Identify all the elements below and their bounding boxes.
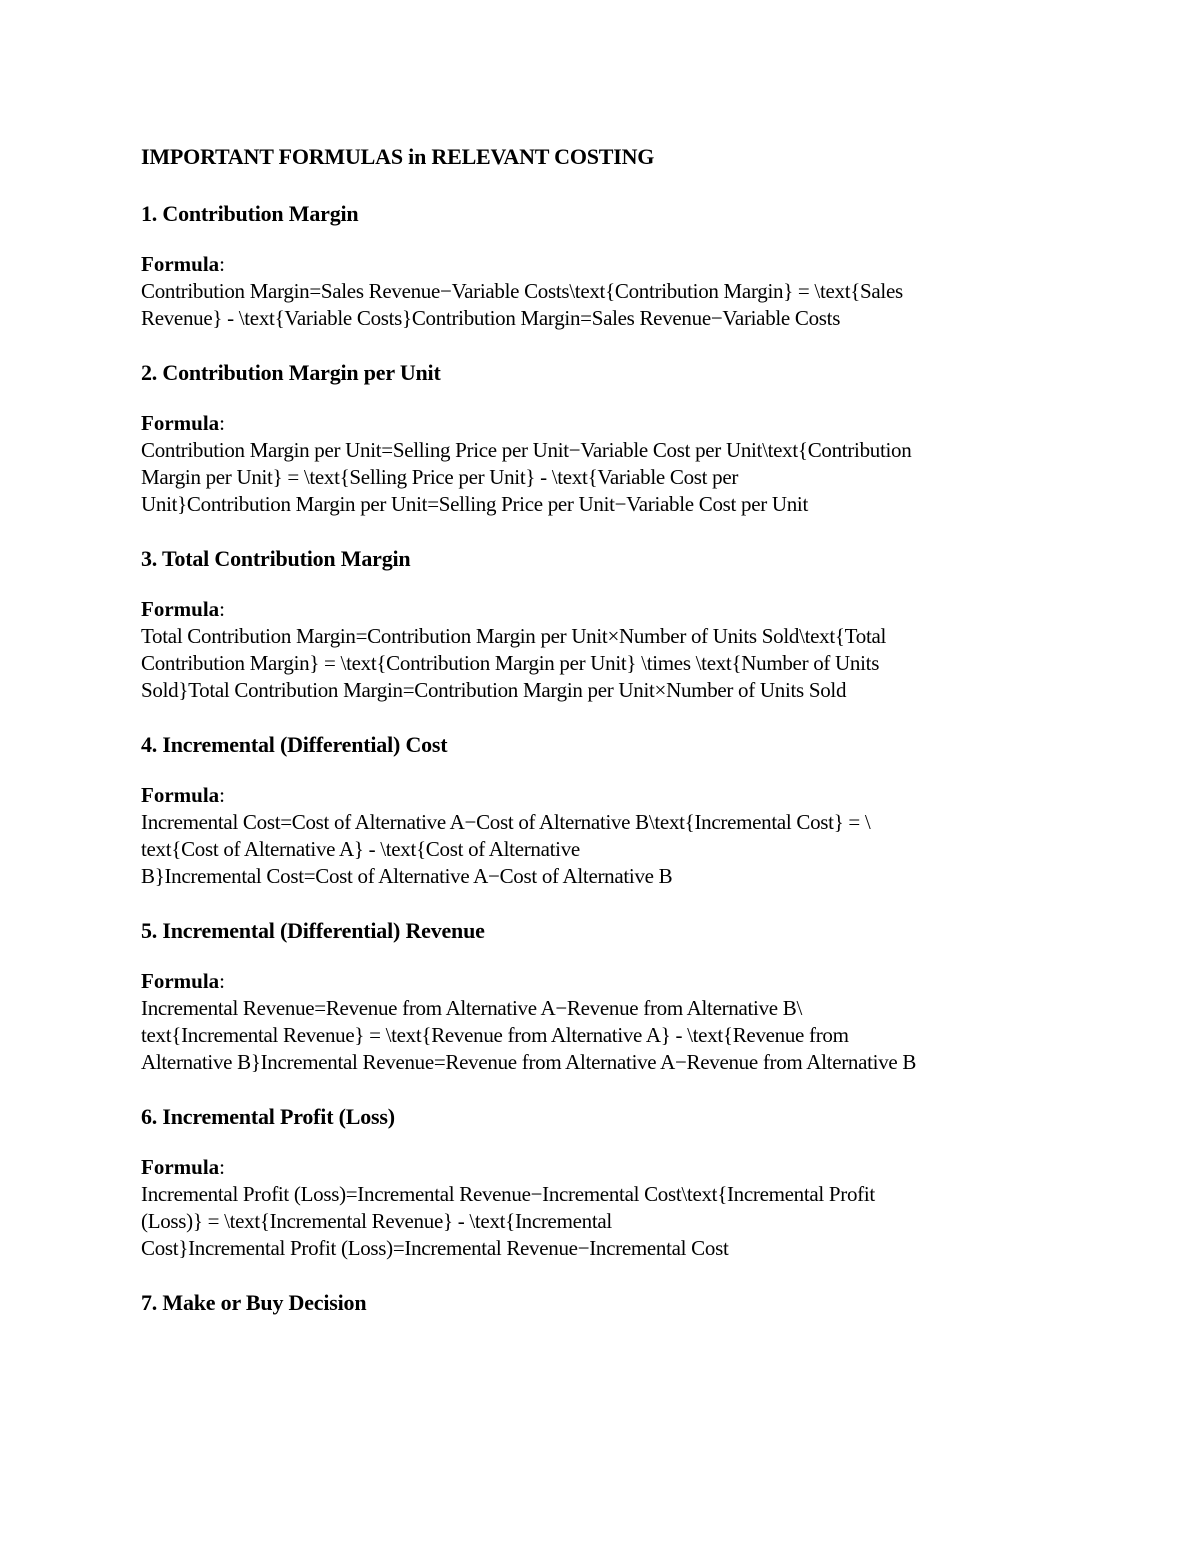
section-heading: 2. Contribution Margin per Unit [141, 360, 441, 385]
document-page [141, 140, 1061, 1344]
section-make-or-buy [141, 1286, 1061, 1320]
section-heading: 5. Incremental (Differential) Revenue [141, 918, 485, 943]
formula-label-line [141, 596, 1061, 623]
formula-label: Formula [141, 1155, 220, 1179]
section-total-contribution-margin [141, 542, 1061, 704]
document-title: IMPORTANT FORMULAS in RELEVANT COSTING [141, 144, 655, 169]
section-heading: 4. Incremental (Differential) Cost [141, 732, 448, 757]
formula-line: text{Cost of Alternative A} - \text{Cost of Alternative [141, 837, 580, 861]
formula-label: Formula [141, 411, 220, 435]
formula-label-line [141, 410, 1061, 437]
formula-label-line [141, 251, 1061, 278]
formula-colon: : [219, 969, 225, 993]
formula-line: Incremental Cost=Cost of Alternative A−Cost of Alternative B\text{Incremental Cost} = \ [141, 810, 871, 834]
formula-line: Unit}Contribution Margin per Unit=Selling Price per Unit−Variable Cost per Unit [141, 492, 809, 516]
section-contribution-margin-per-unit [141, 356, 1061, 518]
formula-colon: : [219, 252, 225, 276]
formula-line: Incremental Revenue=Revenue from Alternative A−Revenue from Alternative B\ [141, 996, 803, 1020]
formula-line: Cost}Incremental Profit (Loss)=Incremental Revenue−Incremental Cost [141, 1236, 729, 1260]
formula-label: Formula [141, 252, 220, 276]
formula-line: Total Contribution Margin=Contribution Margin per Unit×Number of Units Sold\text{Total [141, 624, 887, 648]
formula-label: Formula [141, 597, 220, 621]
section-heading: 1. Contribution Margin [141, 201, 359, 226]
section-heading: 7. Make or Buy Decision [141, 1290, 367, 1315]
section-heading: 3. Total Contribution Margin [141, 546, 411, 571]
formula-line: Contribution Margin=Sales Revenue−Variable Costs\text{Contribution Margin} = \text{Sales [141, 279, 903, 303]
section-incremental-revenue [141, 914, 1061, 1076]
formula-line: Incremental Profit (Loss)=Incremental Revenue−Incremental Cost\text{Incremental Profit [141, 1182, 875, 1206]
formula-line: Contribution Margin per Unit=Selling Price per Unit−Variable Cost per Unit\text{Contribution [141, 438, 912, 462]
formula-line: B}Incremental Cost=Cost of Alternative A−Cost of Alternative B [141, 864, 673, 888]
formula-colon: : [219, 1155, 225, 1179]
formula-colon: : [219, 597, 225, 621]
formula-label-line [141, 968, 1061, 995]
formula-line: (Loss)} = \text{Incremental Revenue} - \text{Incremental [141, 1209, 612, 1233]
section-incremental-cost [141, 728, 1061, 890]
formula-colon: : [219, 783, 225, 807]
formula-colon: : [219, 411, 225, 435]
formula-line: text{Incremental Revenue} = \text{Revenue from Alternative A} - \text{Revenue from [141, 1023, 849, 1047]
section-incremental-profit [141, 1100, 1061, 1262]
formula-line: Alternative B}Incremental Revenue=Revenue from Alternative A−Revenue from Alternative B [141, 1050, 917, 1074]
formula-label-line [141, 1154, 1061, 1181]
formula-line: Margin per Unit} = \text{Selling Price per Unit} - \text{Variable Cost per [141, 465, 739, 489]
formula-label: Formula [141, 783, 220, 807]
formula-line: Sold}Total Contribution Margin=Contribution Margin per Unit×Number of Units Sold [141, 678, 847, 702]
formula-line: Contribution Margin} = \text{Contribution Margin per Unit} \times \text{Number of Units [141, 651, 880, 675]
formula-label: Formula [141, 969, 220, 993]
section-contribution-margin [141, 197, 1061, 332]
formula-line: Revenue} - \text{Variable Costs}Contribution Margin=Sales Revenue−Variable Costs [141, 306, 841, 330]
section-heading: 6. Incremental Profit (Loss) [141, 1104, 395, 1129]
formula-label-line [141, 782, 1061, 809]
